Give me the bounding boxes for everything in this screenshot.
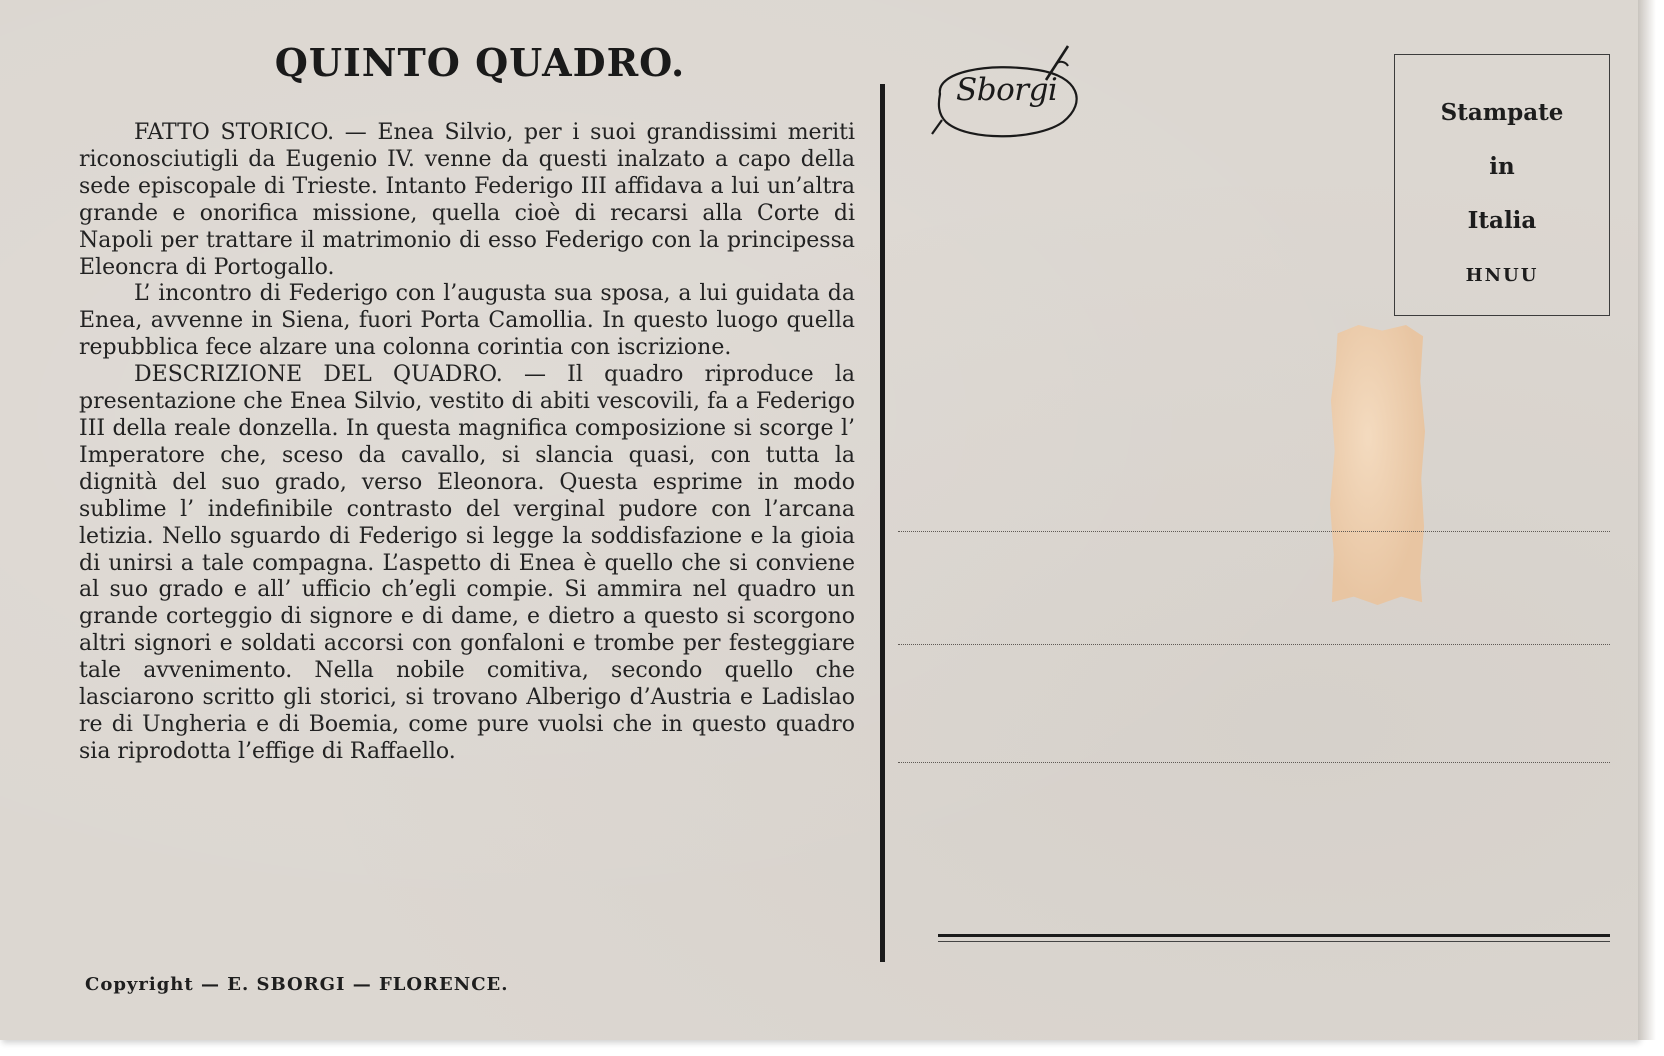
- logo-signature: Sborgi: [956, 72, 1058, 108]
- stamp-text-line2: in: [1489, 153, 1515, 180]
- copyright-line: Copyright — E. SBORGI — FLORENCE.: [85, 974, 509, 995]
- paragraph-historical-fact: FATTO STORICO. — Enea Silvio, per i suoi grandissimi meriti riconosciutigli da Eugenio IV. venne da questi inalzato a capo della sede episcopale di Trieste. Intanto Federigo III affidava a lui un’altra grande e onorifica missione, quella cioè di recarsi alla Corte di Napoli per trattare il matrimonio di esso Federigo con la principessa Eleoncra di Portogallo.: [79, 120, 855, 280]
- stamp-text-line1: Stampate: [1440, 99, 1564, 126]
- description-text: [79, 120, 855, 766]
- tape-residue: [1330, 325, 1425, 605]
- address-line-1: [898, 531, 1610, 532]
- vertical-divider: [880, 84, 885, 962]
- stamp-code: HNUU: [1465, 265, 1539, 286]
- address-line-2: [898, 644, 1610, 645]
- card-title: QUINTO QUADRO.: [274, 40, 686, 85]
- paragraph-painting-description: DESCRIZIONE DEL QUADRO. — Il quadro riproduce la presentazione che Enea Silvio, vestito di abiti vescovili, fa a Federigo III della reale donzella. In questa magnifica composizione si scorge l’ Imperatore che, sceso da cavallo, si slancia quasi, con tutta la dignità del suo grado, verso Eleonora. Questa esprime in modo sublime l’ indefinibile contrasto del verginal pudore con l’arcana letizia. Nello sguardo di Federigo si legge la soddisfazione e la gioia di unirsi a tale compagna. L’aspetto di Enea è quello che si conviene al suo grado e all’ ufficio ch’egli compie. Si ammira nel quadro un grande corteggio di signore e di dame, e dietro a questo si scorgono altri signori e soldati accorsi con gonfaloni e trombe per festeggiare tale avvenimento. Nella nobile comitiva, secondo quello che lasciarono scritto gli storici, si trovano Alberigo d’Austria e Ladislao re di Ungheria e di Boemia, come pure vuolsi che in questo quadro sia riprodotta l’effige di Raffaello.: [79, 362, 855, 764]
- address-line-3: [898, 762, 1610, 763]
- publisher-logo: [928, 42, 1083, 142]
- stamp-box: [1394, 54, 1610, 316]
- address-line-4: [938, 934, 1610, 937]
- stamp-text-line3: Italia: [1467, 207, 1537, 234]
- paragraph-meeting: L’ incontro di Federigo con l’augusta sua sposa, a lui guidata da Enea, avvenne in Siena, fuori Porta Camollia. In questo luogo quella repubblica fece alzare una colonna corintia con iscrizione.: [79, 281, 855, 361]
